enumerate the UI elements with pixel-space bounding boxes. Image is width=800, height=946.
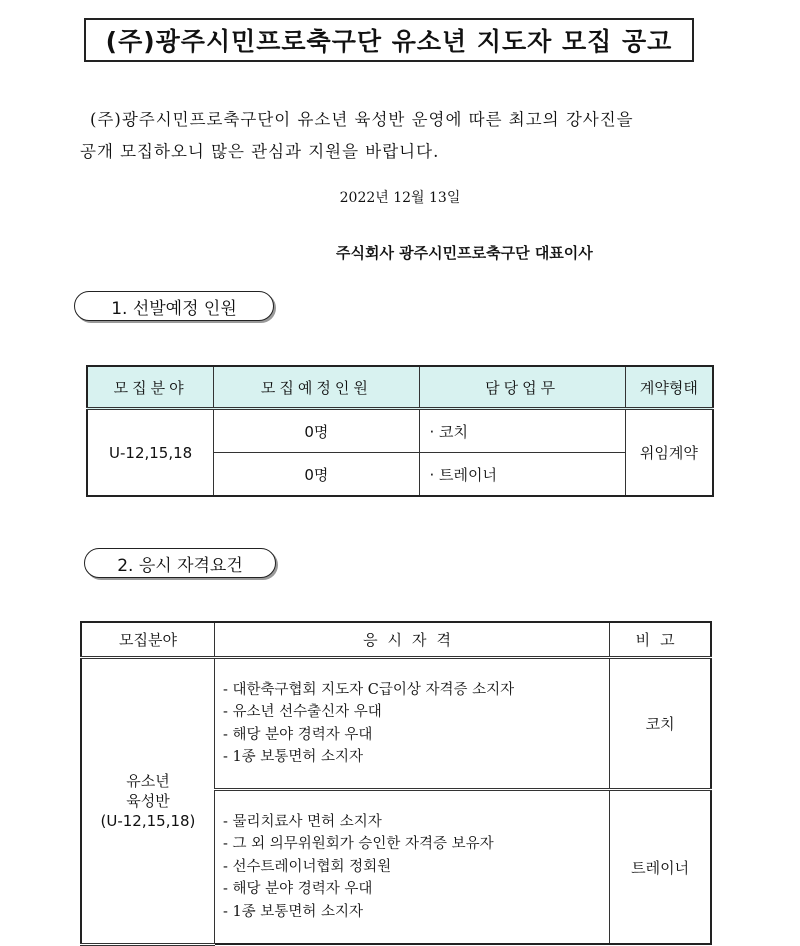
table-row bbox=[81, 658, 711, 790]
list-item: - 선수트레이너협회 정회원 bbox=[222, 858, 392, 875]
list-item: - 그 외 의무위원회가 승인한 자격증 보유자 bbox=[222, 836, 494, 853]
field-cell bbox=[81, 658, 214, 945]
recruitment-count-table bbox=[86, 365, 714, 497]
intro-line-1: (주)광주시민프로축구단이 유소년 육성반 운영에 따른 최고의 강사진을 bbox=[90, 110, 634, 129]
header-contract: 계약형태 bbox=[625, 366, 713, 409]
field-cell: U-12,15,18 bbox=[87, 409, 214, 497]
list-item: - 유소년 선수출신자 우대 bbox=[222, 704, 382, 720]
count-cell: 0명 bbox=[214, 409, 419, 453]
header-note: 비고 bbox=[610, 622, 711, 658]
list-item: - 물리치료사 면허 소지자 bbox=[222, 813, 382, 830]
qualification-list bbox=[214, 790, 609, 945]
list-item: - 1종 보통면허 소지자 bbox=[222, 749, 363, 765]
qualification-table bbox=[80, 621, 712, 946]
field-line: 육성반 bbox=[126, 791, 170, 810]
section-2-heading: 2. 응시 자격요건 bbox=[84, 548, 276, 578]
field-line: 유소년 bbox=[126, 771, 170, 790]
duty-cell: · 트레이너 bbox=[419, 453, 625, 497]
list-item: - 해당 분야 경력자 우대 bbox=[222, 726, 373, 743]
header-count: 모집예정인원 bbox=[214, 366, 419, 409]
intro-text bbox=[80, 104, 730, 168]
header-qualification: 응시자격 bbox=[214, 622, 609, 658]
header-field: 모집분야 bbox=[81, 622, 214, 658]
list-item: - 대한축구협회 지도자 C급이상 자격증 소지자 bbox=[222, 681, 515, 698]
header-field: 모집분야 bbox=[87, 366, 214, 409]
intro-line-2: 공개 모집하오니 많은 관심과 지원을 바랍니다. bbox=[80, 142, 440, 161]
notice-title: (주)광주시민프로축구단 유소년 지도자 모집 공고 bbox=[84, 18, 694, 62]
duty-cell: · 코치 bbox=[419, 409, 625, 453]
section-1-heading: 1. 선발예정 인원 bbox=[74, 291, 274, 321]
organization-signature: 주식회사 광주시민프로축구단 대표이사 bbox=[336, 244, 593, 262]
notice-date: 2022년 12월 13일 bbox=[339, 190, 461, 206]
contract-cell: 위임계약 bbox=[625, 409, 713, 497]
table-header-row bbox=[81, 622, 711, 658]
list-item: - 해당 분야 경력자 우대 bbox=[222, 881, 373, 898]
list-item: - 1종 보통면허 소지자 bbox=[222, 903, 363, 920]
table-row bbox=[87, 409, 713, 453]
note-cell: 코치 bbox=[610, 658, 711, 790]
field-line: (U-12,15,18) bbox=[100, 811, 196, 830]
header-duty: 담당업무 bbox=[419, 366, 625, 409]
count-cell: 0명 bbox=[214, 453, 419, 497]
note-cell: 트레이너 bbox=[610, 790, 711, 945]
qualification-list bbox=[214, 658, 609, 790]
table-header-row bbox=[87, 366, 713, 409]
